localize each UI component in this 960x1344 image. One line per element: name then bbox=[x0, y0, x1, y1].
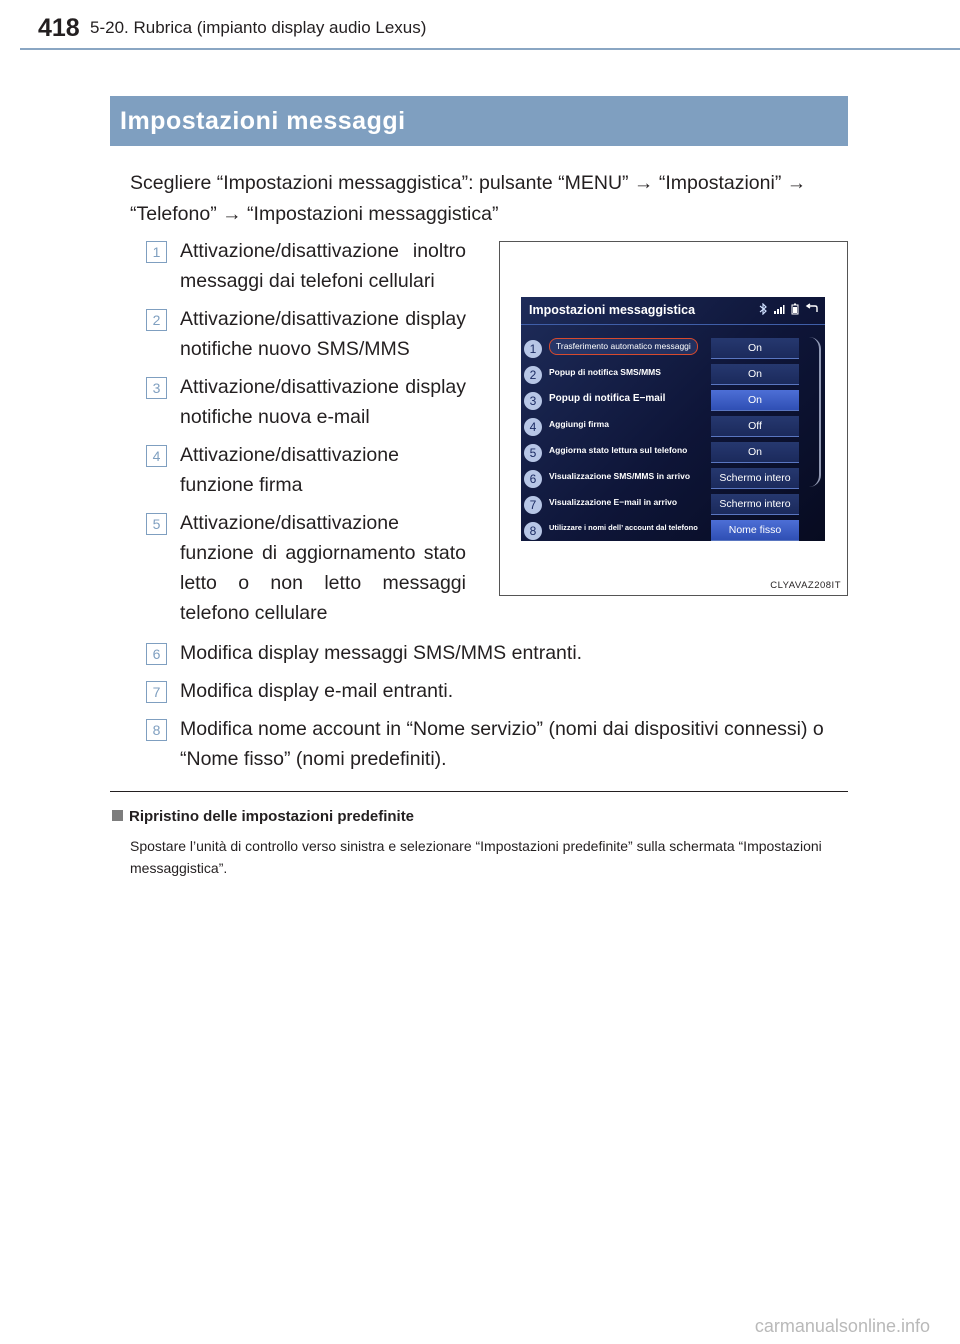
section-title-bar: Impostazioni messaggi bbox=[110, 96, 848, 146]
battery-icon bbox=[791, 303, 799, 318]
square-bullet-icon bbox=[112, 810, 123, 821]
setting-row[interactable] bbox=[521, 467, 805, 491]
row-number-badge: 4 bbox=[524, 418, 542, 436]
setting-row[interactable] bbox=[521, 441, 805, 465]
step-text: Attivazione/disattivazione display notifiche nuova e-mail bbox=[180, 376, 466, 428]
intro-line-1: Scegliere “Impostazioni messaggistica”: pulsante “MENU” → “Impostazioni” → bbox=[130, 172, 807, 194]
row-number-badge: 2 bbox=[524, 366, 542, 384]
row-number-badge: 3 bbox=[524, 392, 542, 410]
step-item bbox=[146, 372, 466, 432]
scrollbar-arc[interactable] bbox=[809, 337, 821, 487]
setting-label: Trasferimento automatico messaggi bbox=[549, 338, 698, 355]
setting-value[interactable]: On bbox=[711, 442, 799, 463]
setting-value[interactable]: On bbox=[711, 390, 799, 411]
step-text: Attivazione/disattivazione funzione firma bbox=[180, 444, 399, 496]
setting-row[interactable] bbox=[521, 337, 805, 361]
signal-icon bbox=[773, 303, 785, 318]
section-rule bbox=[110, 791, 848, 792]
setting-value[interactable]: Schermo intero bbox=[711, 468, 799, 489]
step-item bbox=[146, 304, 466, 364]
setting-label: Visualizzazione E−mail in arrivo bbox=[549, 497, 678, 507]
setting-row[interactable] bbox=[521, 389, 805, 413]
step-item bbox=[146, 638, 851, 668]
bluetooth-icon bbox=[759, 303, 767, 318]
step-number-badge: 1 bbox=[146, 241, 167, 263]
step-item bbox=[146, 714, 851, 774]
note-title-text: Ripristino delle impostazioni predefinite bbox=[129, 808, 415, 825]
back-icon[interactable] bbox=[805, 303, 819, 318]
step-number-badge: 2 bbox=[146, 309, 167, 331]
header-rule bbox=[20, 48, 960, 50]
status-icons bbox=[759, 303, 819, 318]
step-number-badge: 8 bbox=[146, 719, 167, 741]
setting-row[interactable] bbox=[521, 363, 805, 387]
display-screen bbox=[521, 297, 825, 541]
setting-label: Aggiorna stato lettura sul telefono bbox=[549, 445, 688, 455]
intro-line-2: “Telefono” → “Impostazioni messaggistica” bbox=[130, 203, 499, 225]
step-text: Attivazione/disattivazione funzione di aggiornamento stato letto o non letto messaggi telefono cellulare bbox=[180, 512, 466, 624]
setting-label: Visualizzazione SMS/MMS in arrivo bbox=[549, 471, 691, 481]
step-item bbox=[146, 440, 466, 500]
setting-value[interactable]: Schermo intero bbox=[711, 494, 799, 515]
row-number-badge: 6 bbox=[524, 470, 542, 488]
step-number-badge: 6 bbox=[146, 643, 167, 665]
setting-row[interactable] bbox=[521, 415, 805, 439]
setting-label: Aggiungi firma bbox=[549, 419, 609, 429]
setting-value[interactable]: Nome fisso bbox=[711, 520, 799, 541]
step-text: Modifica display e-mail entranti. bbox=[180, 680, 454, 702]
image-code: CLYAVAZ208IT bbox=[770, 580, 841, 591]
step-text: Modifica nome account in “Nome servizio” (nomi dai dispositivi connessi) o “Nome fisso” (nomi predefiniti). bbox=[180, 718, 824, 770]
intro-text bbox=[130, 168, 850, 230]
step-text: Attivazione/disattivazione inoltro messaggi dai telefoni cellulari bbox=[180, 240, 466, 292]
row-number-badge: 5 bbox=[524, 444, 542, 462]
step-number-badge: 3 bbox=[146, 377, 167, 399]
step-text: Attivazione/disattivazione display notifiche nuovo SMS/MMS bbox=[180, 308, 466, 360]
row-number-badge: 1 bbox=[524, 340, 542, 358]
setting-row[interactable] bbox=[521, 493, 805, 517]
row-number-badge: 8 bbox=[524, 522, 542, 540]
step-number-badge: 5 bbox=[146, 513, 167, 535]
setting-label: Popup di notifica SMS/MMS bbox=[549, 367, 661, 377]
row-number-badge: 7 bbox=[524, 496, 542, 514]
chapter-title: 5-20. Rubrica (impianto display audio Lexus) bbox=[90, 18, 427, 37]
step-item bbox=[146, 508, 466, 628]
setting-value[interactable]: On bbox=[711, 338, 799, 359]
setting-row[interactable] bbox=[521, 519, 805, 541]
note-body: Spostare l’unità di controllo verso sinistra e selezionare “Impostazioni predefinite” sulla schermata “Impostazioni messaggistica”. bbox=[130, 838, 822, 876]
screen-title: Impostazioni messaggistica bbox=[529, 303, 696, 317]
step-number-badge: 7 bbox=[146, 681, 167, 703]
setting-label: Popup di notifica E−mail bbox=[549, 393, 666, 404]
setting-label: Utilizzare i nomi dell’ account dal telefono bbox=[549, 523, 698, 532]
note-title bbox=[112, 808, 414, 825]
step-number-badge: 4 bbox=[146, 445, 167, 467]
watermark: carmanualsonline.info bbox=[754, 1316, 930, 1336]
setting-value[interactable]: On bbox=[711, 364, 799, 385]
step-item bbox=[146, 676, 851, 706]
page-number: 418 bbox=[38, 14, 80, 42]
setting-value[interactable]: Off bbox=[711, 416, 799, 437]
screen-figure bbox=[499, 241, 848, 596]
step-item bbox=[146, 236, 466, 296]
step-text: Modifica display messaggi SMS/MMS entranti. bbox=[180, 642, 583, 664]
screen-divider bbox=[521, 324, 825, 325]
